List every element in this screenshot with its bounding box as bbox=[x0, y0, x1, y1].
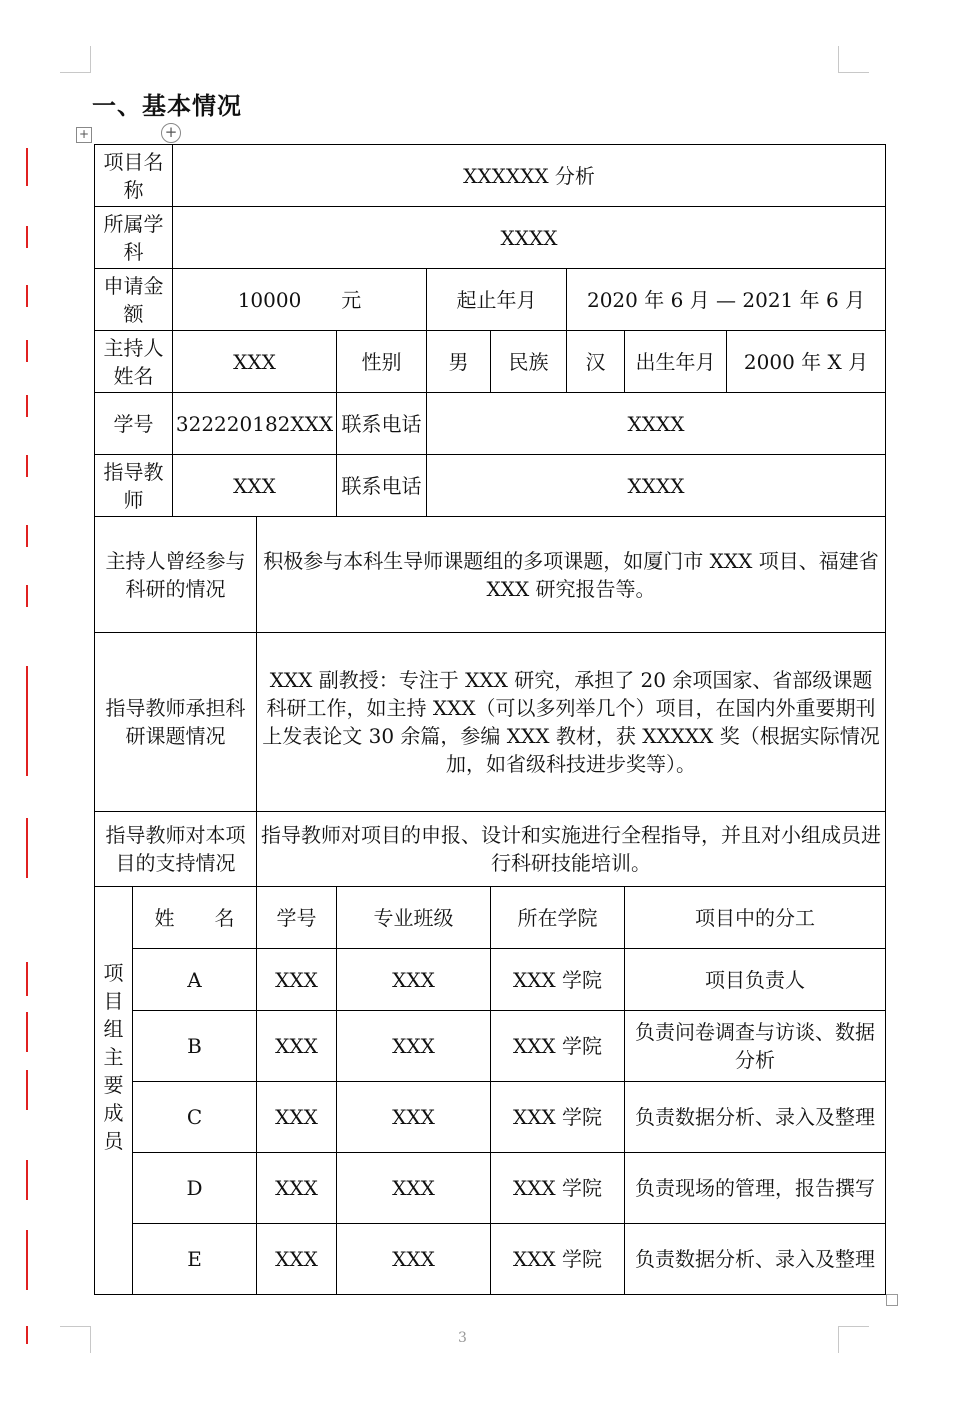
change-bar bbox=[26, 1326, 28, 1344]
row-advisor-research bbox=[95, 633, 886, 812]
amount-label: 申请金额 bbox=[95, 269, 173, 331]
member-id[interactable]: XXX bbox=[257, 1224, 337, 1295]
member-id[interactable]: XXX bbox=[257, 1082, 337, 1153]
host-phone-value[interactable]: XXXX bbox=[427, 393, 886, 455]
discipline-label: 所属学科 bbox=[95, 207, 173, 269]
member-role[interactable]: 负责数据分析、录入及整理 bbox=[625, 1224, 886, 1295]
change-bar bbox=[26, 340, 28, 362]
student-id-label: 学号 bbox=[95, 393, 173, 455]
table-add-column-icon[interactable]: + bbox=[161, 123, 181, 143]
change-bar bbox=[26, 285, 28, 307]
members-header-id: 学号 bbox=[257, 887, 337, 949]
ethnicity-label: 民族 bbox=[491, 331, 567, 393]
member-class[interactable]: XXX bbox=[337, 1011, 491, 1082]
amount-value[interactable]: 10000 元 bbox=[173, 269, 427, 331]
change-bar bbox=[26, 666, 28, 776]
change-bar bbox=[26, 395, 28, 417]
member-id[interactable]: XXX bbox=[257, 949, 337, 1011]
change-bar bbox=[26, 455, 28, 477]
members-header-name: 姓 名 bbox=[133, 887, 257, 949]
page-number: 3 bbox=[458, 1330, 467, 1346]
table-resize-handle[interactable] bbox=[886, 1294, 898, 1306]
page-corner-top-right bbox=[838, 46, 869, 73]
member-name[interactable]: C bbox=[133, 1082, 257, 1153]
host-phone-label: 联系电话 bbox=[337, 393, 427, 455]
member-name[interactable]: D bbox=[133, 1153, 257, 1224]
change-bar bbox=[26, 962, 28, 996]
member-row bbox=[95, 1153, 886, 1224]
advisor-phone-label: 联系电话 bbox=[337, 455, 427, 517]
table-move-handle-icon[interactable]: + bbox=[76, 127, 92, 143]
row-advisor bbox=[95, 455, 886, 517]
page-corner-bottom-right bbox=[838, 1326, 869, 1353]
member-name[interactable]: B bbox=[133, 1011, 257, 1082]
host-research-text[interactable]: 积极参与本科生导师课题组的多项课题，如厦门市 XXX 项目、福建省 XXX 研究报告等。 bbox=[257, 517, 886, 633]
change-bar bbox=[26, 1070, 28, 1110]
member-id[interactable]: XXX bbox=[257, 1153, 337, 1224]
change-bar bbox=[26, 1230, 28, 1290]
discipline-value[interactable]: XXXX bbox=[173, 207, 886, 269]
member-college[interactable]: XXX 学院 bbox=[491, 1082, 625, 1153]
section-title: 一、基本情况 bbox=[92, 92, 242, 120]
change-bar bbox=[26, 148, 28, 186]
row-host-research bbox=[95, 517, 886, 633]
page-corner-bottom-left bbox=[60, 1326, 91, 1353]
member-role[interactable]: 负责数据分析、录入及整理 bbox=[625, 1082, 886, 1153]
member-college[interactable]: XXX 学院 bbox=[491, 949, 625, 1011]
members-header-college: 所在学院 bbox=[491, 887, 625, 949]
member-role[interactable]: 负责现场的管理，报告撰写 bbox=[625, 1153, 886, 1224]
project-name-value[interactable]: XXXXXX 分析 bbox=[173, 145, 886, 207]
change-bar bbox=[26, 585, 28, 607]
change-bar bbox=[26, 1160, 28, 1200]
row-project-name bbox=[95, 145, 886, 207]
member-id[interactable]: XXX bbox=[257, 1011, 337, 1082]
row-advisor-support bbox=[95, 812, 886, 887]
change-bar bbox=[26, 1012, 28, 1052]
advisor-phone-value[interactable]: XXXX bbox=[427, 455, 886, 517]
member-row bbox=[95, 1011, 886, 1082]
member-role[interactable]: 项目负责人 bbox=[625, 949, 886, 1011]
member-row bbox=[95, 1082, 886, 1153]
advisor-research-label: 指导教师承担科研课题情况 bbox=[95, 633, 257, 812]
birth-label: 出生年月 bbox=[625, 331, 727, 393]
change-bar bbox=[26, 525, 28, 547]
advisor-label: 指导教师 bbox=[95, 455, 173, 517]
period-value[interactable]: 2020 年 6 月 — 2021 年 6 月 bbox=[567, 269, 886, 331]
member-class[interactable]: XXX bbox=[337, 1082, 491, 1153]
members-header-row bbox=[95, 887, 886, 949]
member-role[interactable]: 负责问卷调查与访谈、数据分析 bbox=[625, 1011, 886, 1082]
member-class[interactable]: XXX bbox=[337, 1224, 491, 1295]
application-form-table bbox=[94, 144, 886, 1295]
member-college[interactable]: XXX 学院 bbox=[491, 1224, 625, 1295]
member-college[interactable]: XXX 学院 bbox=[491, 1011, 625, 1082]
page-corner-top-left bbox=[60, 46, 91, 73]
gender-label: 性别 bbox=[337, 331, 427, 393]
row-student-id bbox=[95, 393, 886, 455]
host-name-label: 主持人姓名 bbox=[95, 331, 173, 393]
gender-value[interactable]: 男 bbox=[427, 331, 491, 393]
members-header-class: 专业班级 bbox=[337, 887, 491, 949]
ethnicity-value[interactable]: 汉 bbox=[567, 331, 625, 393]
members-header-role: 项目中的分工 bbox=[625, 887, 886, 949]
member-class[interactable]: XXX bbox=[337, 1153, 491, 1224]
row-discipline bbox=[95, 207, 886, 269]
host-research-label: 主持人曾经参与科研的情况 bbox=[95, 517, 257, 633]
advisor-support-text[interactable]: 指导教师对项目的申报、设计和实施进行全程指导，并且对小组成员进行科研技能培训。 bbox=[257, 812, 886, 887]
member-row bbox=[95, 1224, 886, 1295]
member-name[interactable]: A bbox=[133, 949, 257, 1011]
row-amount bbox=[95, 269, 886, 331]
member-row bbox=[95, 949, 886, 1011]
change-bar bbox=[26, 226, 28, 248]
advisor-value[interactable]: XXX bbox=[173, 455, 337, 517]
member-name[interactable]: E bbox=[133, 1224, 257, 1295]
member-class[interactable]: XXX bbox=[337, 949, 491, 1011]
row-host bbox=[95, 331, 886, 393]
members-section-label: 项目组主要成员 bbox=[95, 887, 133, 1295]
student-id-value[interactable]: 322220182XXX bbox=[173, 393, 337, 455]
project-name-label: 项目名称 bbox=[95, 145, 173, 207]
member-college[interactable]: XXX 学院 bbox=[491, 1153, 625, 1224]
host-name-value[interactable]: XXX bbox=[173, 331, 337, 393]
period-label: 起止年月 bbox=[427, 269, 567, 331]
advisor-research-text[interactable]: XXX 副教授：专注于 XXX 研究，承担了 20 余项国家、省部级课题科研工作，如主持 XXX（可以多列举几个）项目，在国内外重要期刊上发表论文 30 余篇，参编 XXX 教材，获 XXXXX 奖（根据实际情况加，如省级科技进步奖等）。 bbox=[257, 633, 886, 812]
advisor-support-label: 指导教师对本项目的支持情况 bbox=[95, 812, 257, 887]
change-bar bbox=[26, 818, 28, 878]
birth-value[interactable]: 2000 年 X 月 bbox=[727, 331, 886, 393]
